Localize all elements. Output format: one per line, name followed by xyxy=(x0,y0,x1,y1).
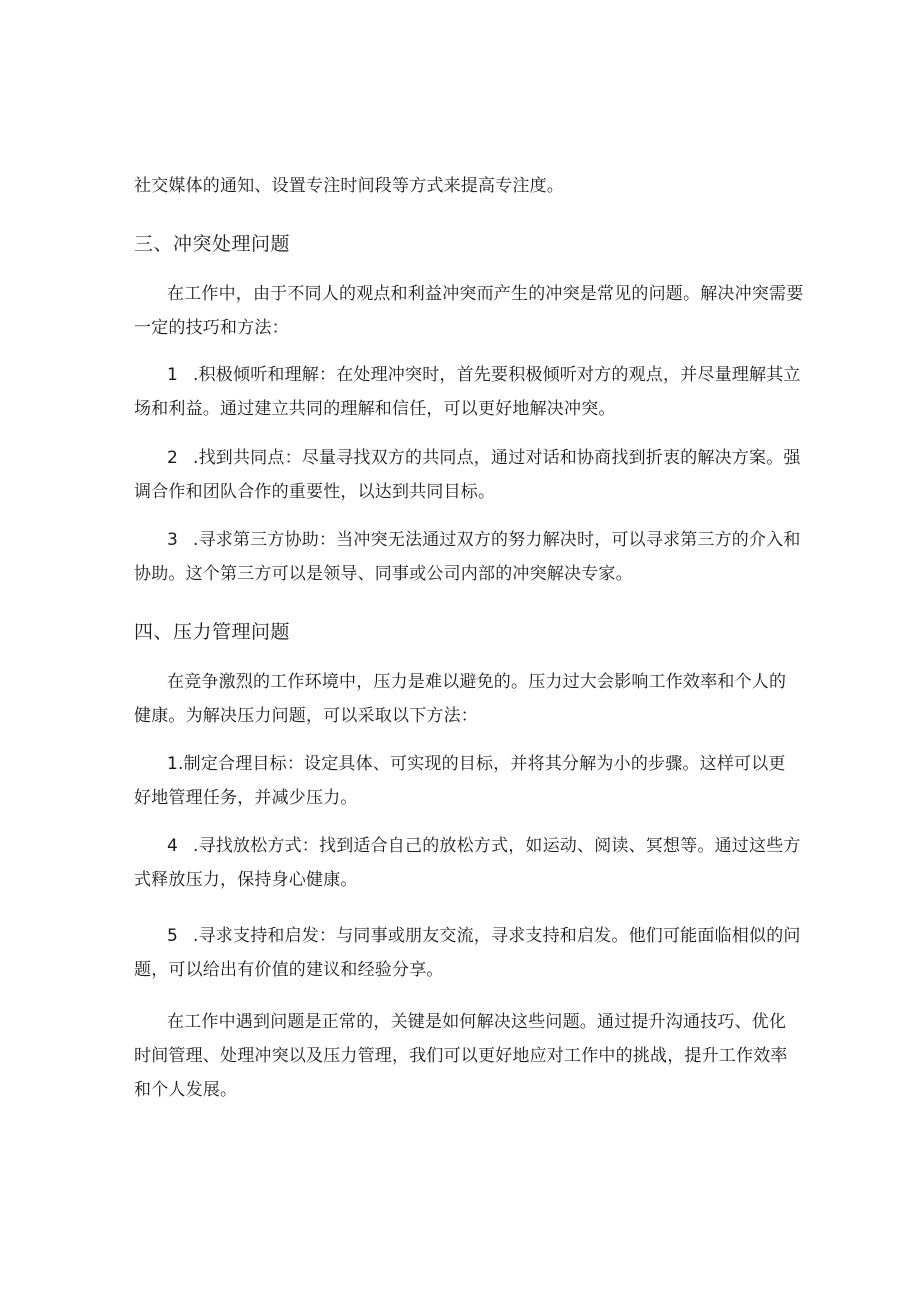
paragraph-line: 一定的技巧和方法： xyxy=(134,318,289,338)
list-item-number: 3 xyxy=(167,530,179,550)
section-heading-3: 三、冲突处理问题 xyxy=(134,233,291,255)
list-item-text: .寻求第三方协助：当冲突无法通过双方的努力解决时，可以寻求第三方的介入和 xyxy=(193,530,801,550)
list-item-line xyxy=(167,834,801,858)
list-item-text: .积极倾听和理解：在处理冲突时，首先要积极倾听对方的观点，并尽量理解其立 xyxy=(193,365,801,385)
list-item-number: 1 xyxy=(167,365,179,385)
paragraph-line: 社交媒体的通知、设置专注时间段等方式来提高专注度。 xyxy=(134,176,564,196)
list-item-number: 5 xyxy=(167,926,179,946)
list-item-number: 2 xyxy=(167,448,179,468)
list-item-text: .寻求支持和启发：与同事或朋友交流，寻求支持和启发。他们可能面临相似的问 xyxy=(193,926,801,946)
list-item-line: 协助。这个第三方可以是领导、同事或公司内部的冲突解决专家。 xyxy=(134,564,633,584)
paragraph-line: 健康。为解决压力问题，可以采取以下方法： xyxy=(134,706,478,726)
list-item-line xyxy=(167,446,801,470)
list-item-number: 4 xyxy=(167,836,179,856)
list-item-text: .找到共同点：尽量寻找双方的共同点，通过对话和协商找到折衷的解决方案。强 xyxy=(193,448,801,468)
paragraph-line: 和个人发展。 xyxy=(134,1080,238,1100)
list-item-text: .寻找放松方式：找到适合自己的放松方式，如运动、阅读、冥想等。通过这些方 xyxy=(193,836,801,856)
paragraph-line: 在工作中遇到问题是正常的，关键是如何解决这些问题。通过提升沟通技巧、优化 xyxy=(167,1012,787,1032)
list-item-text: 制定合理目标：设定具体、可实现的目标，并将其分解为小的步骤。这样可以更 xyxy=(183,754,786,774)
list-item-line: 好地管理任务，并减少压力。 xyxy=(134,788,358,808)
list-item-line: 调合作和团队合作的重要性，以达到共同目标。 xyxy=(134,482,496,502)
list-item-number: 1. xyxy=(167,754,184,774)
list-item-line xyxy=(167,924,801,948)
paragraph-line: 在竞争激烈的工作环境中，压力是难以避免的。压力过大会影响工作效率和个人的 xyxy=(167,672,787,692)
paragraph-line: 时间管理、处理冲突以及压力管理，我们可以更好地应对工作中的挑战，提升工作效率 xyxy=(134,1046,788,1066)
list-item-line: 场和利益。通过建立共同的理解和信任，可以更好地解决冲突。 xyxy=(134,399,616,419)
list-item-line: 题，可以给出有价值的建议和经验分享。 xyxy=(134,960,444,980)
list-item-line xyxy=(167,528,801,552)
list-item-line xyxy=(167,363,801,387)
section-heading-4: 四、压力管理问题 xyxy=(134,621,291,643)
paragraph-line: 在工作中，由于不同人的观点和利益冲突而产生的冲突是常见的问题。解决冲突需要 xyxy=(167,284,804,304)
list-item-line: 式释放压力，保持身心健康。 xyxy=(134,870,358,890)
list-item-line xyxy=(167,752,786,776)
